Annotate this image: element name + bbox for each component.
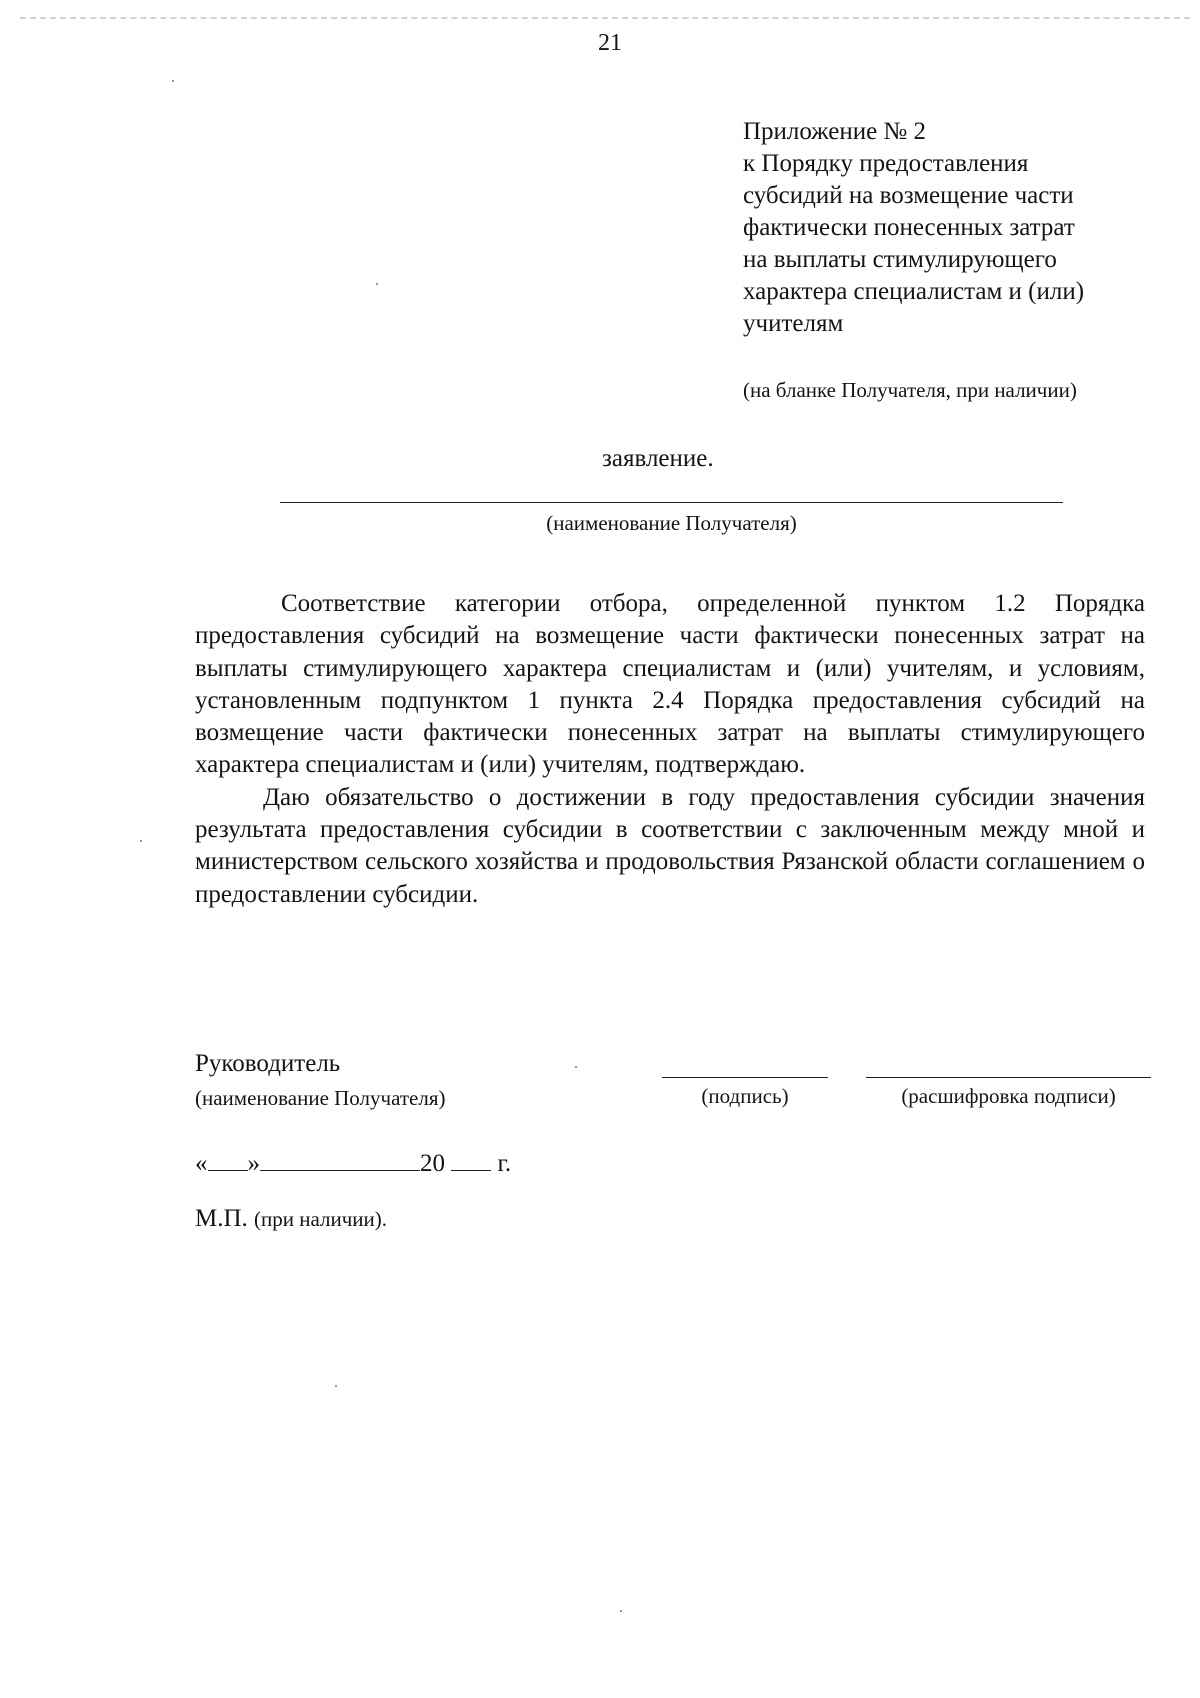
appendix-line: к Порядку предоставления bbox=[743, 150, 1029, 177]
scan-speck bbox=[620, 1610, 622, 1612]
date-year-suffix: г. bbox=[497, 1150, 512, 1177]
signature-caption: (подпись) bbox=[701, 1084, 789, 1108]
signer-role: Руководитель bbox=[195, 1050, 341, 1077]
form-title: заявление. bbox=[602, 445, 714, 472]
scan-speck bbox=[172, 80, 174, 82]
stamp-label: М.П. bbox=[195, 1205, 248, 1232]
date-row bbox=[195, 1148, 511, 1178]
stamp-note: (при наличии). bbox=[254, 1207, 388, 1231]
signature-line[interactable] bbox=[662, 1077, 828, 1078]
date-year-prefix: 20 bbox=[420, 1150, 445, 1177]
date-day-blank[interactable] bbox=[208, 1148, 248, 1171]
letterhead-note: (на бланке Получателя, при наличии) bbox=[743, 378, 1077, 402]
appendix-line: фактически понесенных затрат bbox=[743, 214, 1075, 241]
date-year-blank[interactable] bbox=[451, 1148, 491, 1171]
scan-speck bbox=[140, 840, 142, 842]
stamp-place bbox=[195, 1205, 387, 1233]
appendix-line: характера специалистам и (или) bbox=[743, 278, 1085, 305]
scan-edge-artifact bbox=[20, 17, 1190, 20]
scan-speck bbox=[376, 283, 378, 285]
date-month-blank[interactable] bbox=[260, 1148, 420, 1171]
appendix-line: Приложение № 2 bbox=[743, 118, 927, 145]
recipient-name-caption: (наименование Получателя) bbox=[546, 511, 797, 535]
appendix-line: на выплаты стимулирующего bbox=[743, 246, 1057, 273]
statement-paragraph-2: Даю обязательство о достижении в году предоставления субсидии значения результата предоставления субсидии в соответствии с заключенным между мной и министерством сельского хозяйства и продовольствия Рязанской области соглашением о предоставлении субсидии. bbox=[195, 783, 1145, 908]
appendix-line: субсидий на возмещение части bbox=[743, 182, 1074, 209]
statement-paragraph-1: Соответствие категории отбора, определенной пунктом 1.2 Порядка предоставления субсидий на возмещение части фактически понесенных затрат на выплаты стимулирующего характера специалистам и (или) учителям, и условиям, установленным подпунктом 1 пункта 2.4 Порядка предоставления субсидий на возмещение части фактически понесенных затрат на выплаты стимулирующего характера специалистам и (или) учителям, подтверждаю. bbox=[195, 590, 1145, 779]
signature-decryption-caption: (расшифровка подписи) bbox=[901, 1084, 1116, 1108]
statement-body bbox=[195, 588, 1145, 911]
page-number: 21 bbox=[598, 30, 622, 56]
scan-speck bbox=[575, 1066, 577, 1068]
signer-role-caption: (наименование Получателя) bbox=[195, 1086, 446, 1110]
date-open-quote: « bbox=[195, 1150, 208, 1177]
signature-decryption-line[interactable] bbox=[866, 1077, 1151, 1078]
recipient-name-line[interactable] bbox=[280, 502, 1063, 503]
appendix-line: учителям bbox=[743, 310, 844, 337]
scan-speck bbox=[335, 1385, 337, 1387]
appendix-header bbox=[743, 116, 1163, 340]
date-close-quote: » bbox=[247, 1150, 260, 1177]
